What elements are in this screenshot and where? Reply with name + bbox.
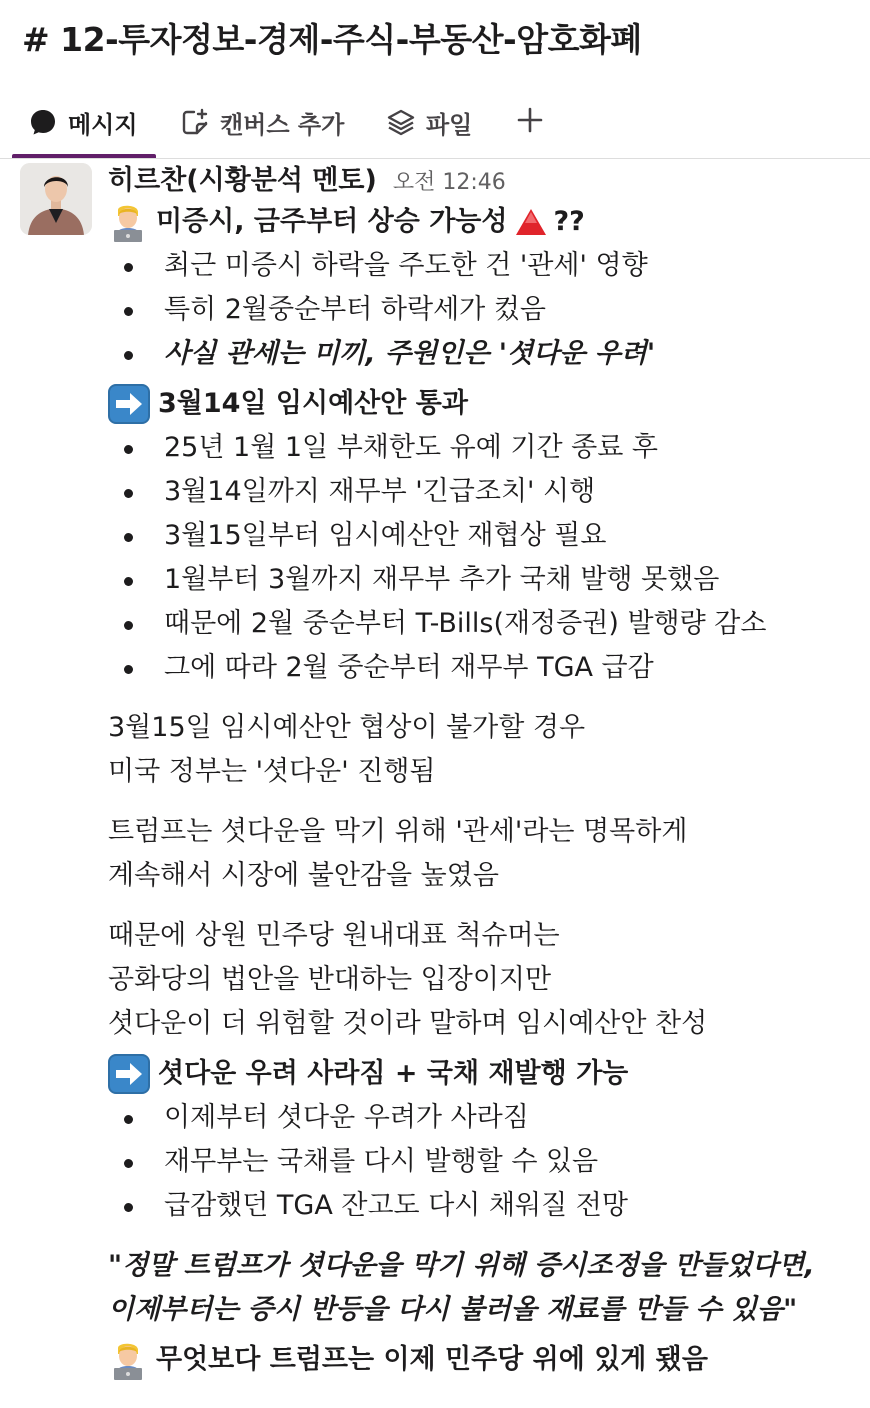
paragraph-line: 공화당의 법안을 반대하는 입장이지만 [108, 964, 552, 995]
technologist-emoji-icon [108, 1340, 148, 1380]
list-item: 사실 관세는 미끼, 주원인은 '셧다운 우려' [108, 332, 858, 376]
paragraph-line: 3월15일 임시예산안 협상이 불가할 경우 [108, 712, 586, 743]
bullet-list [108, 1096, 858, 1228]
list-item: 3월14일까지 재무부 '긴급조치' 시행 [108, 470, 858, 514]
tab-canvas-add[interactable] [180, 92, 344, 152]
tab-messages[interactable] [28, 92, 138, 152]
section-heading [108, 200, 858, 244]
list-item: 최근 미증시 하락을 주도한 건 '관세' 영향 [108, 244, 858, 288]
canvas-add-icon [180, 107, 210, 137]
list-item: 급감했던 TGA 잔고도 다시 채워질 전망 [108, 1184, 858, 1228]
technologist-emoji-icon [108, 202, 148, 242]
red-triangle-up-icon [515, 207, 547, 237]
paragraph-line: 셧다운이 더 위험할 것이라 말하며 임시예산안 찬성 [108, 1008, 708, 1039]
list-item: 1월부터 3월까지 재무부 추가 국채 발행 못했음 [108, 558, 858, 602]
avatar[interactable] [20, 163, 92, 235]
tab-label: 파일 [426, 110, 473, 139]
section-heading [108, 1338, 858, 1382]
add-tab-button[interactable] [510, 96, 550, 148]
heading-suffix: ?? [553, 206, 585, 237]
heading-text: 3월14일 임시예산안 통과 [158, 388, 468, 419]
sender-name[interactable]: 히르찬(시황분석 멘토) [108, 165, 377, 196]
quote-line: 이제부터는 증시 반등을 다시 불러올 재료를 만들 수 있음" [108, 1294, 798, 1325]
quote-line: "정말 트럼프가 셧다운을 막기 위해 증시조정을 만들었다면, [108, 1250, 815, 1281]
list-item: 특히 2월중순부터 하락세가 컸음 [108, 288, 858, 332]
tab-bar [0, 92, 870, 159]
heading-text: 셧다운 우려 사라짐 + 국채 재발행 가능 [158, 1058, 629, 1089]
list-item: 3월15일부터 임시예산안 재협상 필요 [108, 514, 858, 558]
list-item: 그에 따라 2월 중순부터 재무부 TGA 급감 [108, 646, 858, 690]
paragraph-line: 계속해서 시장에 불안감을 높였음 [108, 860, 499, 891]
bullet-list [108, 426, 858, 690]
section-heading [108, 382, 858, 426]
paragraph-line: 미국 정부는 '셧다운' 진행됨 [108, 756, 436, 787]
right-arrow-emoji-icon [108, 384, 150, 424]
list-item: 25년 1월 1일 부채한도 유예 기간 종료 후 [108, 426, 858, 470]
tab-label: 메시지 [68, 110, 138, 139]
bullet-list [108, 244, 858, 376]
tab-label: 캔버스 추가 [220, 110, 345, 139]
paragraph-line: 때문에 상원 민주당 원내대표 척슈머는 [108, 920, 560, 951]
list-item: 때문에 2월 중순부터 T-Bills(재정증권) 발행량 감소 [108, 602, 858, 646]
message-header [108, 158, 858, 200]
section-heading [108, 1052, 858, 1096]
list-item: 재무부는 국채를 다시 발행할 수 있음 [108, 1140, 858, 1184]
plus-icon [516, 106, 544, 138]
heading-text: 미증시, 금주부터 상승 가능성 [156, 206, 508, 237]
channel-title[interactable]: # 12-투자정보-경제-주식-부동산-암호화폐 [22, 20, 642, 59]
right-arrow-emoji-icon [108, 1054, 150, 1094]
message-bubble-icon [28, 107, 58, 137]
heading-text: 무엇보다 트럼프는 이제 민주당 위에 있게 됐음 [156, 1344, 708, 1375]
tab-files[interactable] [386, 92, 472, 152]
channel-header [0, 0, 870, 158]
list-item: 이제부터 셧다운 우려가 사라짐 [108, 1096, 858, 1140]
message [108, 158, 858, 1382]
layers-icon [386, 107, 416, 137]
paragraph-line: 트럼프는 셧다운을 막기 위해 '관세'라는 명목하게 [108, 816, 688, 847]
timestamp[interactable]: 오전 12:46 [392, 170, 506, 195]
